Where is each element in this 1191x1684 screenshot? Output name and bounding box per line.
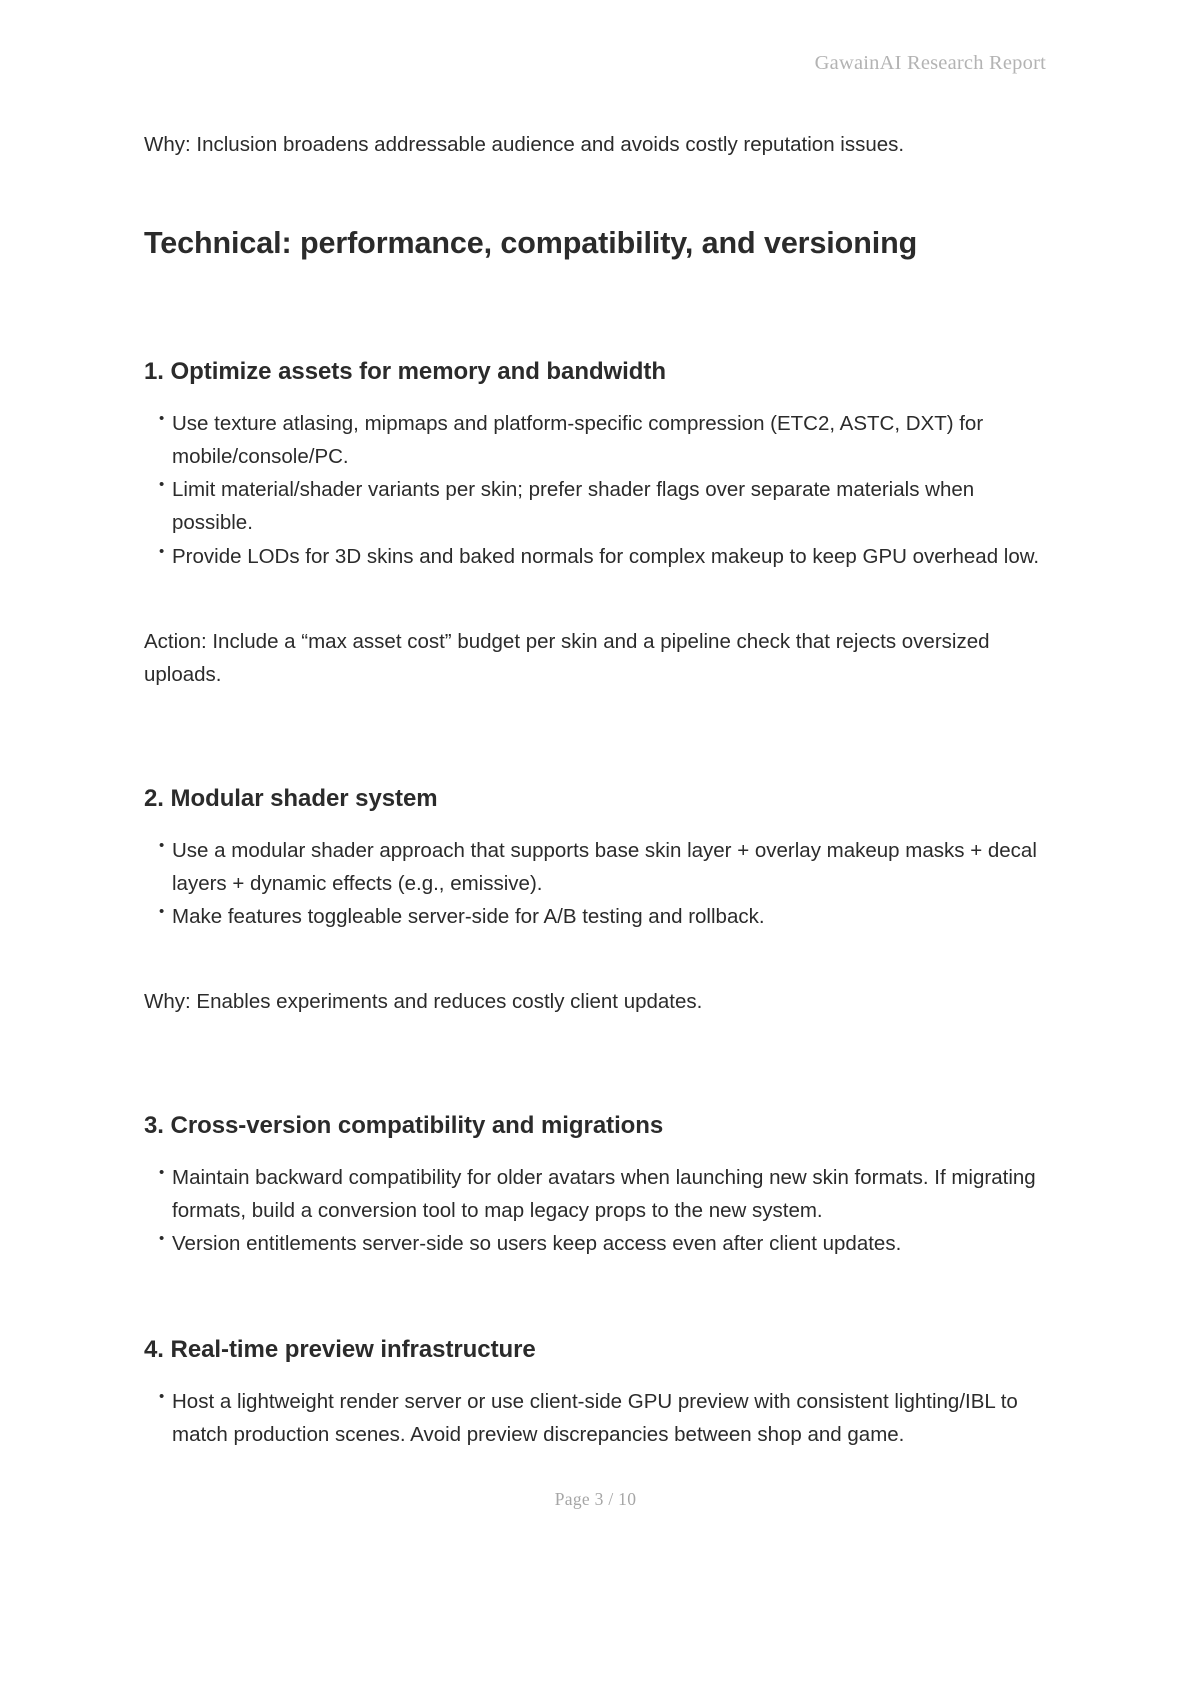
bullet-dot-icon: • xyxy=(159,836,165,854)
spacer xyxy=(144,161,1047,223)
list-item-text: Make features toggleable server-side for A/B testing and rollback. xyxy=(172,904,765,928)
list-item xyxy=(144,407,1047,473)
bullet-list-2 xyxy=(144,834,1047,934)
list-item xyxy=(144,1385,1047,1451)
bullet-list-3 xyxy=(144,1161,1047,1261)
spacer xyxy=(144,264,1047,326)
spacer xyxy=(144,1080,1047,1110)
bullet-dot-icon: • xyxy=(159,902,165,920)
spacer xyxy=(144,816,1047,834)
page-footer-label: Page 3 / 10 xyxy=(554,1489,637,1509)
spacer xyxy=(144,326,1047,356)
bullet-dot-icon: • xyxy=(159,542,165,560)
list-item-text: Host a lightweight render server or use client-side GPU preview with consistent lighting/IBL to match production scenes. Avoid preview discrepancies between shop and game. xyxy=(172,1389,1018,1446)
why-note-2: Why: Enables experiments and reduces costly client updates. xyxy=(144,990,703,1014)
spacer xyxy=(144,389,1047,407)
list-item xyxy=(144,473,1047,539)
subsection-heading-4: 4. Real-time preview infrastructure xyxy=(144,1336,536,1364)
list-item xyxy=(144,1161,1047,1227)
bullet-list-1 xyxy=(144,407,1047,573)
intro-note-paragraph: Why: Inclusion broadens addressable audience and avoids costly reputation issues. xyxy=(144,133,905,156)
bullet-dot-icon: • xyxy=(159,409,165,427)
bullet-dot-icon: • xyxy=(159,1387,165,1405)
list-item-text: Version entitlements server-side so users keep access even after client updates. xyxy=(172,1232,902,1256)
spacer xyxy=(144,573,1047,625)
list-item xyxy=(144,1227,1047,1260)
list-item xyxy=(144,900,1047,933)
section-title: Technical: performance, compatibility, and versioning xyxy=(144,226,918,261)
spacer xyxy=(144,1143,1047,1161)
page-content xyxy=(144,128,1047,1451)
list-item xyxy=(144,540,1047,573)
spacer xyxy=(144,1260,1047,1322)
bullet-dot-icon: • xyxy=(159,476,165,494)
list-item-text: Limit material/shader variants per skin; prefer shader flags over separate materials when possible. xyxy=(172,478,975,535)
subsection-heading-2: 2. Modular shader system xyxy=(144,785,438,813)
list-item-text: Use a modular shader approach that supports base skin layer + overlay makeup masks + decal layers + dynamic effects (e.g., emissive). xyxy=(172,838,1037,895)
running-header-title: GawainAI Research Report xyxy=(814,52,1046,74)
spacer xyxy=(144,691,1047,753)
subsection-heading-3: 3. Cross-version compatibility and migrations xyxy=(144,1112,664,1140)
bullet-list-4 xyxy=(144,1385,1047,1451)
spacer xyxy=(144,933,1047,985)
bullet-dot-icon: • xyxy=(159,1163,165,1181)
action-note-1: Action: Include a “max asset cost” budget per skin and a pipeline check that rejects oversized uploads. xyxy=(144,629,990,686)
spacer xyxy=(144,1018,1047,1080)
spacer xyxy=(144,1322,1047,1334)
spacer xyxy=(144,753,1047,783)
list-item xyxy=(144,834,1047,900)
subsection-heading-1: 1. Optimize assets for memory and bandwidth xyxy=(144,358,666,386)
spacer xyxy=(144,1367,1047,1385)
bullet-dot-icon: • xyxy=(159,1230,165,1248)
list-item-text: Use texture atlasing, mipmaps and platform-specific compression (ETC2, ASTC, DXT) for mobile/console/PC. xyxy=(172,411,984,468)
list-item-text: Maintain backward compatibility for older avatars when launching new skin formats. If migrating formats, build a conversion tool to map legacy props to the new system. xyxy=(172,1165,1036,1222)
list-item-text: Provide LODs for 3D skins and baked normals for complex makeup to keep GPU overhead low. xyxy=(172,544,1040,568)
